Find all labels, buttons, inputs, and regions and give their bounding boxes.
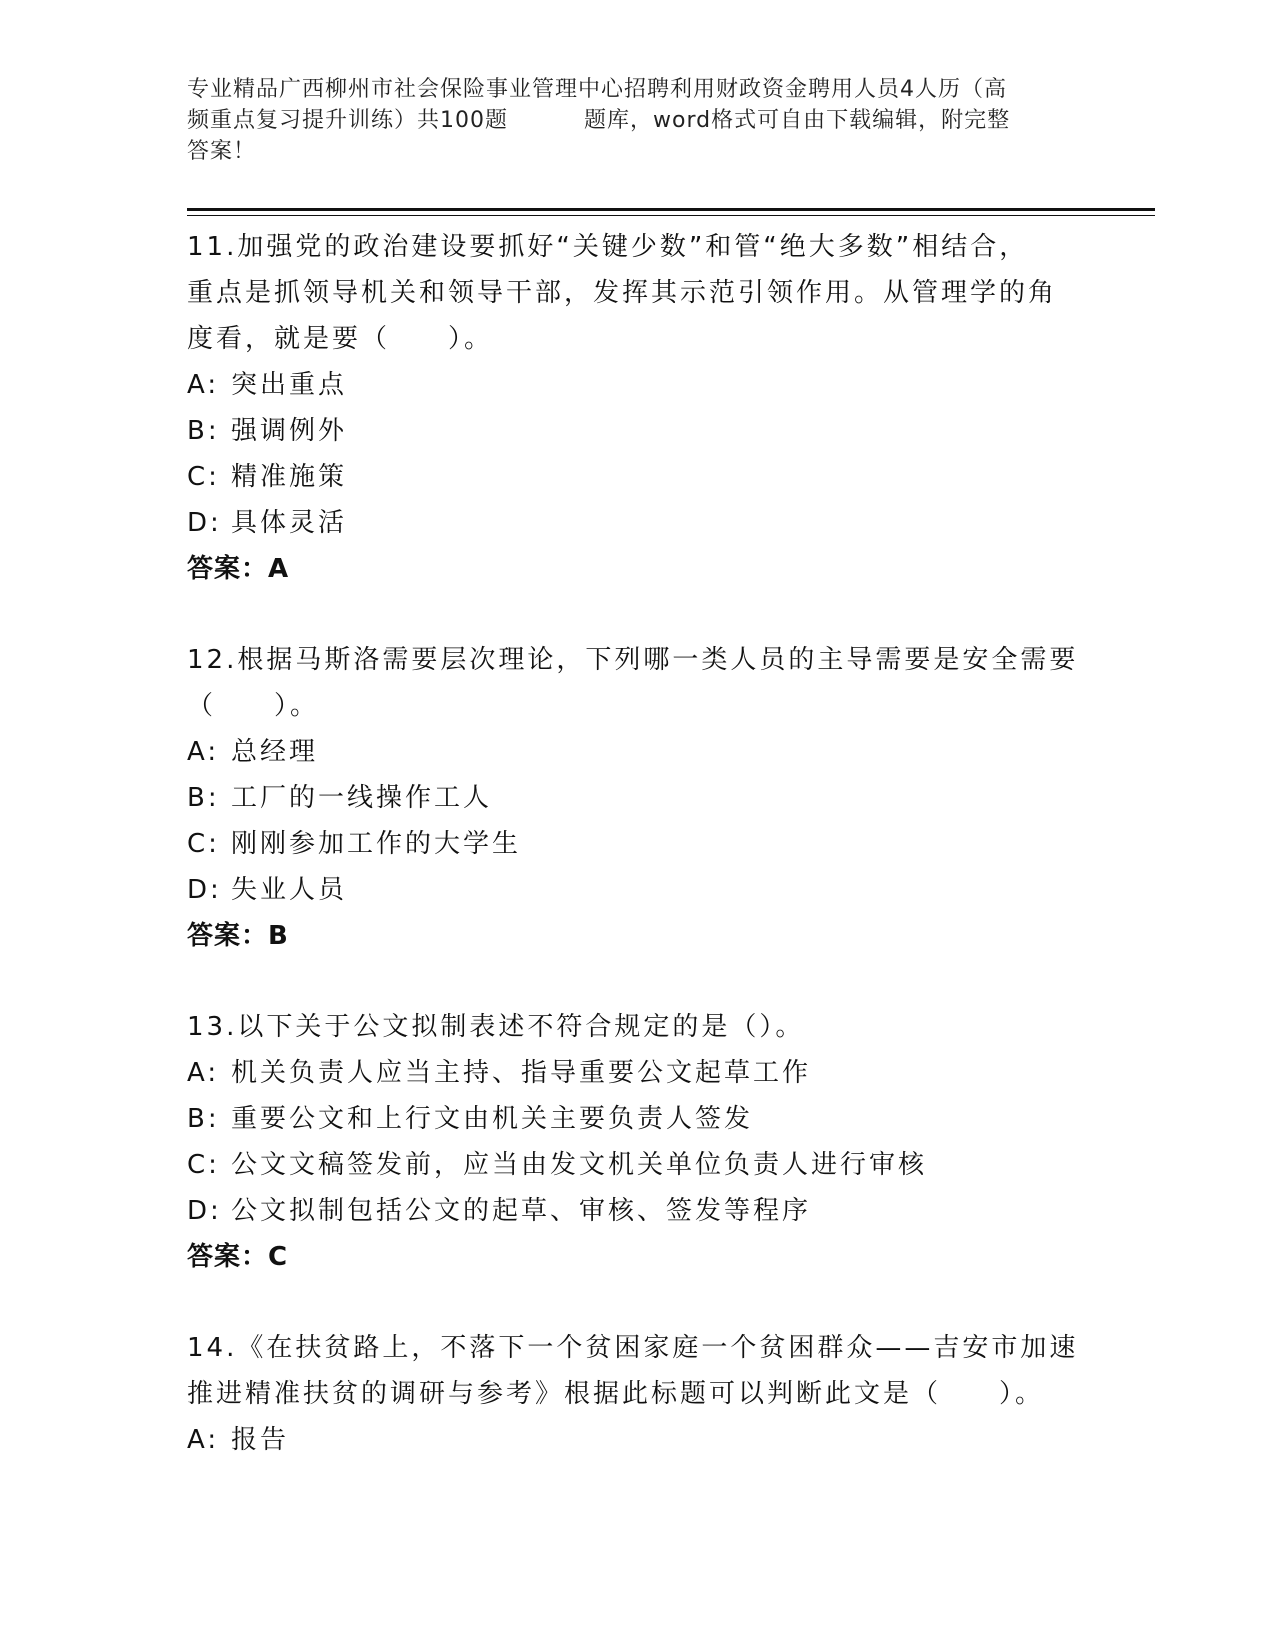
option-text: 公文文稿签发前，应当由发文机关单位负责人进行审核	[231, 1150, 928, 1180]
option-letter: C:	[187, 462, 220, 492]
header-divider-thick	[187, 208, 1155, 211]
option-b	[187, 408, 1087, 454]
option-letter: A:	[187, 370, 220, 400]
stem-line: 推进精准扶贫的调研与参考》根据此标题可以判断此文是（ ）。	[187, 1379, 1045, 1409]
stem-line: 重点是抓领导机关和领导干部，发挥其示范引领作用。从管理学的角	[187, 278, 1058, 308]
question-14	[187, 1325, 1087, 1463]
option-a	[187, 1050, 1087, 1096]
option-text: 强调例外	[231, 416, 348, 446]
question-stem	[187, 1325, 1087, 1417]
page-header	[187, 74, 1087, 167]
option-a	[187, 1417, 1087, 1463]
question-list	[187, 224, 1087, 1508]
option-text: 刚刚参加工作的大学生	[231, 829, 522, 859]
option-text: 失业人员	[231, 875, 348, 905]
option-text: 公文拟制包括公文的起草、审核、签发等程序	[231, 1196, 812, 1226]
option-text: 精准施策	[231, 462, 348, 492]
option-text: 重要公文和上行文由机关主要负责人签发	[231, 1104, 754, 1134]
option-letter: D:	[187, 1196, 222, 1226]
stem-line: 13.以下关于公文拟制表述不符合规定的是（）。	[187, 1012, 805, 1042]
answer-line: 答案：A	[187, 554, 290, 584]
option-letter: B:	[187, 416, 220, 446]
option-d	[187, 500, 1087, 546]
option-text: 具体灵活	[231, 508, 348, 538]
option-letter: D:	[187, 875, 222, 905]
option-letter: A:	[187, 1058, 220, 1088]
option-c	[187, 821, 1087, 867]
stem-line: （ ）。	[187, 691, 320, 721]
header-line-2-part-b: 题库，word格式可自由下载编辑，附完整	[584, 108, 1011, 133]
option-b	[187, 1096, 1087, 1142]
stem-line: 14.《在扶贫路上，不落下一个贫困家庭一个贫困群众——吉安市加速	[187, 1333, 1079, 1363]
option-text: 工厂的一线操作工人	[231, 783, 493, 813]
question-stem	[187, 637, 1087, 729]
question-stem	[187, 224, 1087, 362]
option-text: 机关负责人应当主持、指导重要公文起草工作	[231, 1058, 812, 1088]
option-letter: C:	[187, 829, 220, 859]
option-letter: A:	[187, 1425, 220, 1455]
option-letter: B:	[187, 783, 220, 813]
answer-line: 答案：B	[187, 921, 289, 951]
question-11	[187, 224, 1087, 592]
option-letter: B:	[187, 1104, 220, 1134]
option-text: 总经理	[231, 737, 319, 767]
question-12	[187, 637, 1087, 959]
answer-line: 答案：C	[187, 1242, 289, 1272]
option-a	[187, 729, 1087, 775]
stem-line: 度看，就是要（ ）。	[187, 324, 494, 354]
option-c	[187, 1142, 1087, 1188]
header-line-3: 答案！	[187, 139, 257, 164]
option-letter: C:	[187, 1150, 220, 1180]
option-text: 报告	[231, 1425, 290, 1455]
option-b	[187, 775, 1087, 821]
header-line-2	[187, 105, 1087, 136]
option-letter: A:	[187, 737, 220, 767]
stem-line: 11.加强党的政治建设要抓好“关键少数”和管“绝大多数”相结合，	[187, 232, 1029, 262]
option-a	[187, 362, 1087, 408]
header-line-1: 专业精品广西柳州市社会保险事业管理中心招聘利用财政资金聘用人员4人历（高	[187, 77, 1007, 102]
option-letter: D:	[187, 508, 222, 538]
option-c	[187, 454, 1087, 500]
header-line-2-part-a: 频重点复习提升训练）共100题	[187, 108, 508, 133]
option-d	[187, 867, 1087, 913]
option-d	[187, 1188, 1087, 1234]
header-divider-thin	[187, 215, 1155, 216]
stem-line: 12.根据马斯洛需要层次理论，下列哪一类人员的主导需要是安全需要	[187, 645, 1079, 675]
option-text: 突出重点	[231, 370, 348, 400]
question-stem	[187, 1004, 1087, 1050]
question-13	[187, 1004, 1087, 1280]
